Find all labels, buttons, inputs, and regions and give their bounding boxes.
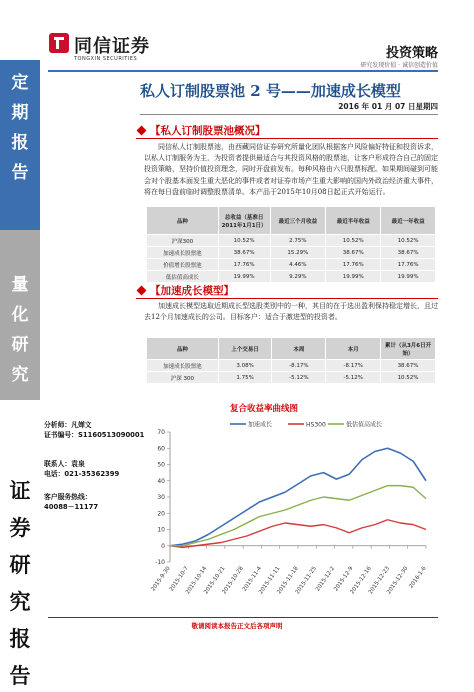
sidebar-char: 券 bbox=[9, 515, 31, 540]
table-cell: 2.75% bbox=[270, 235, 326, 247]
section-underline bbox=[136, 298, 438, 299]
analyst-name: 分析师：凡婵文 bbox=[44, 421, 92, 429]
table-cell: 3.08% bbox=[218, 360, 272, 372]
section-title: 【私人订制股票池概况】 bbox=[150, 125, 266, 137]
table-cell: -8.17% bbox=[272, 360, 326, 372]
table-cell: 17.76% bbox=[381, 259, 436, 271]
logo-icon bbox=[48, 32, 70, 54]
legend-label: HS300 bbox=[306, 421, 326, 429]
hotline-label: 客户服务热线： bbox=[44, 493, 92, 501]
table-cell: 价值增长股票池 bbox=[147, 259, 219, 271]
x-tick-label: 2015-10-21 bbox=[203, 565, 227, 596]
x-tick-label: 2015-12-23 bbox=[367, 565, 392, 596]
y-tick-label: 0 bbox=[161, 542, 165, 550]
y-tick-label: 60 bbox=[157, 445, 165, 453]
table-cell: 1.75% bbox=[218, 372, 272, 384]
x-tick-label: 2016-1-6 bbox=[408, 565, 428, 590]
y-tick-label: 70 bbox=[157, 429, 165, 436]
x-tick-label: 2015-10-7 bbox=[168, 565, 190, 593]
y-tick-label: 20 bbox=[157, 510, 165, 518]
slogan: 研究发现价值 · 诚信创造价值 bbox=[360, 62, 438, 69]
table-row bbox=[147, 360, 436, 372]
x-tick-label: 2015-11-25 bbox=[294, 565, 318, 596]
overview-paragraph: 同信私人订制股票池，由西藏同信证券研究所量化团队根据客户风险偏好特征和投资诉求，以私人订制服务为主，为投资者提供最适合与其投资风格的股票池，让客户形成符合自己的固定投资策略，坚持价值投资理念，同时开盘前发布。每种风格由六只股票标配。如果期间碰到可能会对个股基本面发生重大恶化的事件或者对证券市场产生重大影响的国内外政治经济重大事件，将在每日盘前临时调整股票清单。本产品于2015年10月08日起正式开始运行。 bbox=[144, 143, 438, 196]
table-cell: 15.29% bbox=[270, 247, 326, 259]
table-cell: -5.12% bbox=[326, 372, 381, 384]
sidebar-char: 期 bbox=[11, 103, 29, 123]
brand-subtitle: TONGXIN SECURITIES bbox=[74, 56, 138, 62]
title-divider bbox=[140, 114, 438, 115]
x-tick-label: 2015-12-2 bbox=[314, 565, 337, 593]
table-cell: 38.67% bbox=[218, 247, 270, 259]
x-tick-label: 2015-12-16 bbox=[349, 565, 373, 596]
header-divider bbox=[48, 70, 438, 72]
sidebar-char: 研 bbox=[11, 335, 29, 355]
sidebar-char: 量 bbox=[11, 275, 29, 295]
sidebar-char: 报 bbox=[11, 133, 29, 153]
table-header-cell: 总收益（基准日2011年1月1日） bbox=[218, 207, 270, 235]
x-tick-label: 2015-10-14 bbox=[184, 565, 209, 596]
series-line-2 bbox=[170, 486, 426, 546]
table-cell: 4.46% bbox=[270, 259, 326, 271]
sidebar-periodic-report bbox=[0, 60, 40, 230]
table-header-cell: 最近一年收益 bbox=[381, 207, 436, 235]
table-cell: -5.12% bbox=[272, 372, 326, 384]
table-cell: 17.76% bbox=[326, 259, 381, 271]
sidebar-quant-research bbox=[0, 230, 40, 400]
table-header-cell: 最近半年收益 bbox=[326, 207, 381, 235]
sidebar-char: 化 bbox=[11, 305, 29, 325]
table-header-cell: 最近三个月收益 bbox=[270, 207, 326, 235]
table-cell: 10.52% bbox=[326, 235, 381, 247]
table-cell: 19.99% bbox=[218, 271, 270, 283]
table-row bbox=[147, 235, 436, 247]
sidebar-char: 究 bbox=[11, 365, 29, 385]
sidebar-char: 告 bbox=[11, 163, 29, 183]
report-type: 投资策略 bbox=[385, 46, 438, 61]
diamond-bullet-icon bbox=[137, 286, 147, 296]
table-cell: 38.67% bbox=[381, 360, 436, 372]
table-cell: 38.67% bbox=[381, 247, 436, 259]
table-cell: -8.17% bbox=[326, 360, 381, 372]
section-heading-model bbox=[136, 283, 438, 299]
legend-label: 加速成长 bbox=[248, 421, 273, 429]
table-row bbox=[147, 247, 436, 259]
section-underline bbox=[136, 138, 438, 139]
x-tick-label: 2015-10-28 bbox=[221, 565, 245, 596]
chart-title: 复合收益率曲线图 bbox=[230, 404, 299, 414]
x-tick-label: 2015-12-9 bbox=[333, 565, 355, 593]
y-tick-label: 10 bbox=[157, 526, 165, 534]
model-return-table bbox=[146, 337, 436, 384]
table-header-cell: 累计（从3月6日开始） bbox=[381, 338, 436, 360]
hotline-number: 40088－11177 bbox=[44, 503, 99, 511]
sidebar-char: 研 bbox=[9, 552, 31, 577]
table-cell: 沪深300 bbox=[147, 235, 219, 247]
model-paragraph: 加速成长模型选取近期成长型选股类别中的一种，其目的在于选出盈利保持稳定增长，且过去12个月加速成长的公司。目标客户：适合于激进型的投资者。 bbox=[144, 302, 438, 322]
x-tick-label: 2015-12-30 bbox=[386, 565, 410, 596]
table-cell: 19.99% bbox=[326, 271, 381, 283]
table-row bbox=[147, 259, 436, 271]
sidebar bbox=[0, 0, 40, 688]
sidebar-char: 告 bbox=[9, 663, 31, 688]
contact-phone: 电话：021-35362399 bbox=[44, 470, 120, 478]
performance-table bbox=[146, 206, 436, 283]
contact-name: 联系人：袁泉 bbox=[44, 460, 85, 468]
sidebar-char: 究 bbox=[9, 589, 31, 614]
sidebar-char: 定 bbox=[11, 73, 29, 93]
table-cell: 38.67% bbox=[326, 247, 381, 259]
y-tick-label: 40 bbox=[157, 477, 165, 485]
y-tick-label: 50 bbox=[157, 461, 165, 469]
table-header-cell: 品种 bbox=[147, 338, 219, 360]
table-cell: 9.29% bbox=[270, 271, 326, 283]
table-header-row bbox=[147, 207, 436, 235]
return-line-chart bbox=[140, 414, 438, 614]
section-heading-overview bbox=[136, 123, 438, 139]
table-row bbox=[147, 372, 436, 384]
diamond-bullet-icon bbox=[137, 126, 147, 136]
table-cell: 19.99% bbox=[381, 271, 436, 283]
report-date: 2016 年 01 月 07 日星期四 bbox=[338, 102, 438, 111]
x-tick-label: 2015-11-11 bbox=[258, 565, 282, 596]
table-header-cell: 品种 bbox=[147, 207, 219, 235]
table-row bbox=[147, 271, 436, 283]
table-cell: 低估值高成长 bbox=[147, 271, 219, 283]
sidebar-char: 证 bbox=[9, 478, 31, 503]
table-cell: 加速成长股票池 bbox=[147, 247, 219, 259]
table-header-cell: 本周 bbox=[272, 338, 326, 360]
series-line-0 bbox=[170, 448, 426, 546]
section-title: 【加速成长模型】 bbox=[150, 285, 234, 297]
y-tick-label: 30 bbox=[157, 494, 165, 501]
analyst-cert: 证书编号：S1160513090001 bbox=[44, 431, 145, 439]
table-cell: 17.76% bbox=[218, 259, 270, 271]
table-cell: 10.52% bbox=[218, 235, 270, 247]
y-tick-label: -10 bbox=[155, 559, 165, 566]
table-cell: 10.52% bbox=[381, 235, 436, 247]
x-tick-label: 2015-9-30 bbox=[150, 565, 172, 593]
table-cell: 加速成长股票池 bbox=[147, 360, 219, 372]
sidebar-char: 报 bbox=[9, 626, 31, 651]
company-logo bbox=[48, 30, 168, 68]
table-header-cell: 上个交易日 bbox=[218, 338, 272, 360]
report-title: 私人订制股票池 2 号——加速成长模型 bbox=[140, 82, 401, 100]
x-tick-label: 2015-11-18 bbox=[276, 565, 300, 596]
footer-divider bbox=[48, 617, 438, 618]
brand-name: 同信证券 bbox=[74, 36, 150, 57]
table-cell: 10.52% bbox=[381, 372, 436, 384]
x-tick-label: 2015-11-4 bbox=[241, 565, 264, 593]
table-header-row bbox=[147, 338, 436, 360]
legend-label: 低估值高成长 bbox=[346, 421, 383, 429]
table-cell: 沪深 300 bbox=[147, 372, 219, 384]
footer-disclaimer: 敬请阅读本报告正文后各项声明 bbox=[191, 622, 283, 630]
table-header-cell: 本月 bbox=[326, 338, 381, 360]
